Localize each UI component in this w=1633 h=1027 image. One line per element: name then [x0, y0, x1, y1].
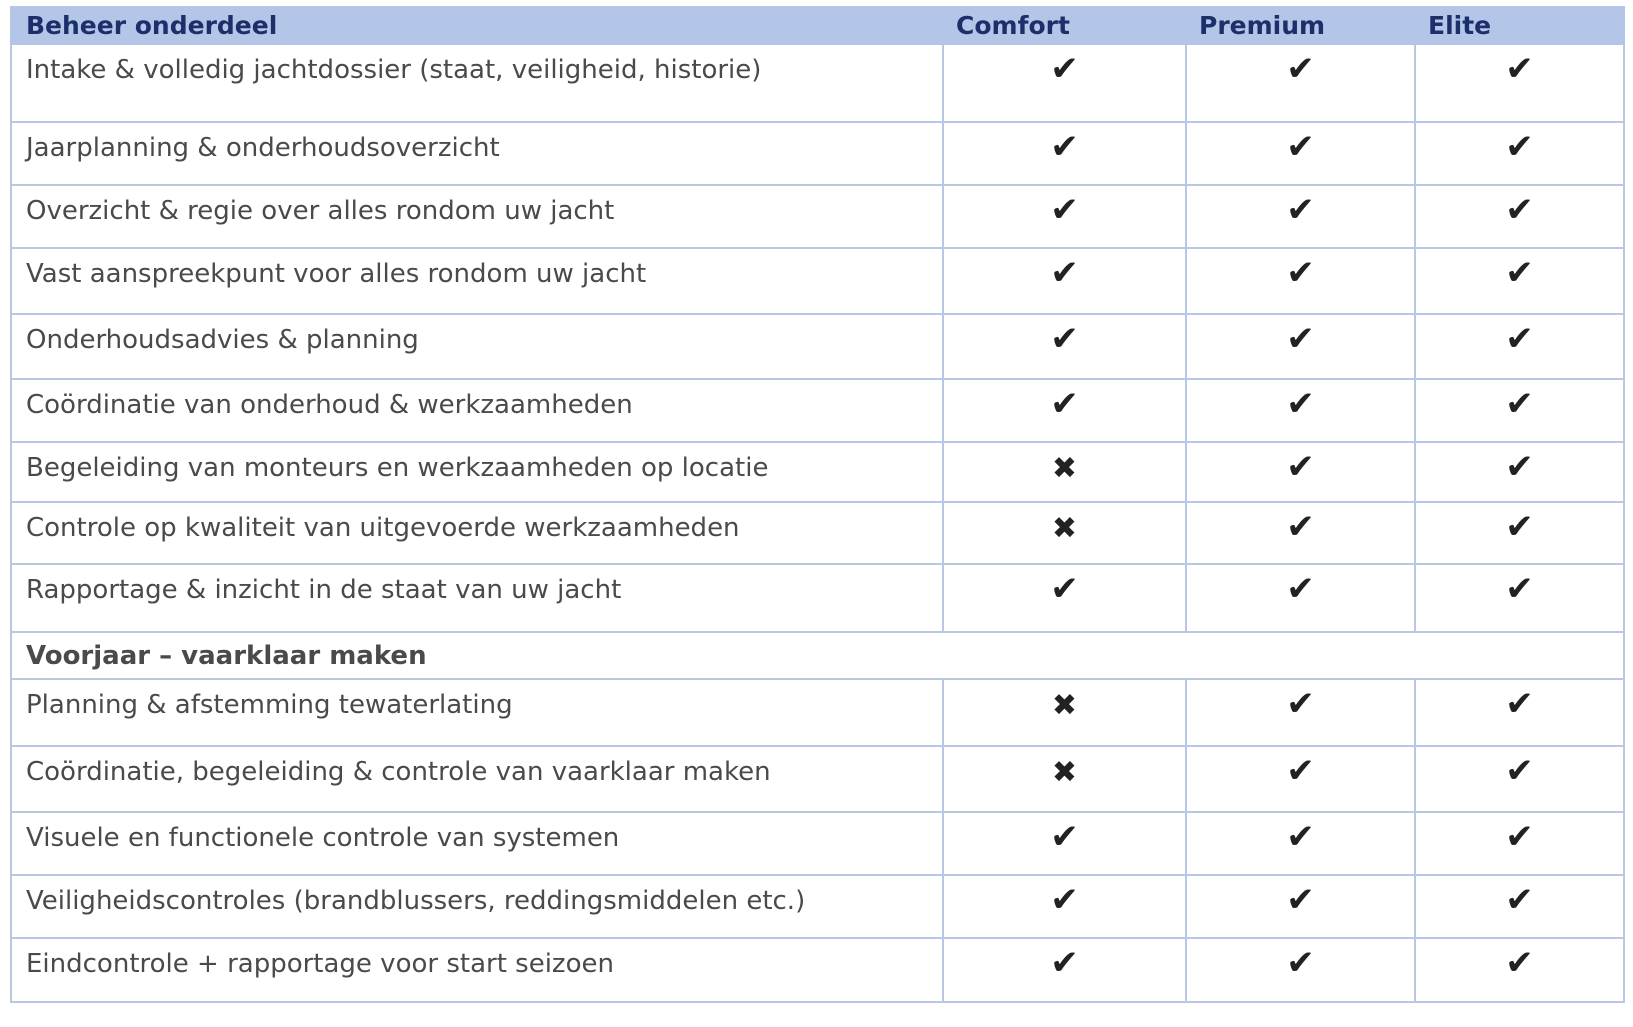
check-icon: ✔: [1286, 127, 1315, 167]
premium-cell: [1186, 502, 1415, 564]
table-row: [11, 679, 1624, 746]
header-comfort: Comfort: [943, 7, 1186, 44]
premium-cell: [1186, 746, 1415, 812]
elite-cell: [1415, 379, 1624, 442]
check-icon: ✔: [1505, 49, 1534, 89]
premium-cell: [1186, 938, 1415, 1002]
table-row: [11, 44, 1624, 122]
elite-cell: [1415, 185, 1624, 248]
check-icon: ✔: [1286, 507, 1315, 547]
check-icon: ✔: [1505, 384, 1534, 424]
table-row: [11, 502, 1624, 564]
comfort-cell: [943, 44, 1186, 122]
check-icon: ✔: [1050, 49, 1079, 89]
check-icon: ✔: [1286, 817, 1315, 857]
row-label: Planning & afstemming tewaterlating: [11, 679, 943, 746]
comfort-cell: [943, 564, 1186, 632]
comfort-cell: [943, 938, 1186, 1002]
row-label: Veiligheidscontroles (brandblussers, reddingsmiddelen etc.): [11, 875, 943, 938]
check-icon: ✔: [1505, 127, 1534, 167]
elite-cell: [1415, 679, 1624, 746]
table-row: [11, 938, 1624, 1002]
check-icon: ✔: [1050, 880, 1079, 920]
row-label: Vast aanspreekpunt voor alles rondom uw jacht: [11, 248, 943, 314]
elite-cell: [1415, 248, 1624, 314]
premium-cell: [1186, 314, 1415, 379]
premium-cell: [1186, 185, 1415, 248]
check-icon: ✔: [1050, 253, 1079, 293]
check-icon: ✔: [1286, 684, 1315, 724]
premium-cell: [1186, 122, 1415, 185]
row-label: Coördinatie van onderhoud & werkzaamheden: [11, 379, 943, 442]
elite-cell: [1415, 564, 1624, 632]
check-icon: ✔: [1505, 253, 1534, 293]
table-row: [11, 379, 1624, 442]
check-icon: ✔: [1505, 684, 1534, 724]
premium-cell: [1186, 679, 1415, 746]
header-onderdeel: Beheer onderdeel: [11, 7, 943, 44]
table-row: [11, 248, 1624, 314]
comfort-cell: [943, 122, 1186, 185]
table-row: [11, 564, 1624, 632]
check-icon: ✔: [1286, 319, 1315, 359]
premium-cell: [1186, 379, 1415, 442]
comfort-cell: [943, 185, 1186, 248]
table-row: [11, 812, 1624, 875]
comfort-cell: [943, 379, 1186, 442]
check-icon: ✔: [1505, 751, 1534, 791]
check-icon: ✔: [1505, 880, 1534, 920]
premium-cell: [1186, 442, 1415, 502]
check-icon: ✔: [1286, 751, 1315, 791]
check-icon: ✔: [1286, 253, 1315, 293]
comfort-cell: [943, 442, 1186, 502]
premium-cell: [1186, 44, 1415, 122]
check-icon: ✔: [1505, 507, 1534, 547]
header-row: [11, 7, 1624, 44]
elite-cell: [1415, 875, 1624, 938]
premium-cell: [1186, 248, 1415, 314]
check-icon: ✔: [1050, 569, 1079, 609]
check-icon: ✔: [1286, 880, 1315, 920]
table-row: [11, 122, 1624, 185]
comfort-cell: [943, 875, 1186, 938]
check-icon: ✔: [1286, 49, 1315, 89]
header-premium: Premium: [1186, 7, 1415, 44]
cross-icon: ✖: [1051, 451, 1078, 486]
header-elite: Elite: [1415, 7, 1624, 44]
row-label: Begeleiding van monteurs en werkzaamheden op locatie: [11, 442, 943, 502]
row-label: Jaarplanning & onderhoudsoverzicht: [11, 122, 943, 185]
elite-cell: [1415, 314, 1624, 379]
elite-cell: [1415, 122, 1624, 185]
elite-cell: [1415, 938, 1624, 1002]
elite-cell: [1415, 442, 1624, 502]
check-icon: ✔: [1505, 447, 1534, 487]
cross-icon: ✖: [1051, 755, 1078, 790]
comfort-cell: [943, 314, 1186, 379]
check-icon: ✔: [1286, 384, 1315, 424]
row-label: Coördinatie, begeleiding & controle van vaarklaar maken: [11, 746, 943, 812]
check-icon: ✔: [1286, 943, 1315, 983]
comfort-cell: [943, 679, 1186, 746]
check-icon: ✔: [1050, 384, 1079, 424]
comfort-cell: [943, 248, 1186, 314]
table-row: [11, 875, 1624, 938]
check-icon: ✔: [1050, 127, 1079, 167]
row-label: Rapportage & inzicht in de staat van uw jacht: [11, 564, 943, 632]
table-row: [11, 185, 1624, 248]
table-row: [11, 442, 1624, 502]
comfort-cell: [943, 502, 1186, 564]
row-label: Overzicht & regie over alles rondom uw jacht: [11, 185, 943, 248]
elite-cell: [1415, 502, 1624, 564]
comfort-cell: [943, 746, 1186, 812]
section-row: [11, 632, 1624, 679]
check-icon: ✔: [1050, 190, 1079, 230]
row-label: Intake & volledig jachtdossier (staat, veiligheid, historie): [11, 44, 943, 122]
section-title: Voorjaar – vaarklaar maken: [11, 632, 1624, 679]
table-row: [11, 314, 1624, 379]
elite-cell: [1415, 812, 1624, 875]
check-icon: ✔: [1050, 319, 1079, 359]
premium-cell: [1186, 875, 1415, 938]
row-label: Onderhoudsadvies & planning: [11, 314, 943, 379]
check-icon: ✔: [1286, 447, 1315, 487]
row-label: Visuele en functionele controle van systemen: [11, 812, 943, 875]
check-icon: ✔: [1050, 943, 1079, 983]
check-icon: ✔: [1286, 569, 1315, 609]
cross-icon: ✖: [1051, 688, 1078, 723]
cross-icon: ✖: [1051, 511, 1078, 546]
table-row: [11, 746, 1624, 812]
check-icon: ✔: [1286, 190, 1315, 230]
check-icon: ✔: [1505, 817, 1534, 857]
check-icon: ✔: [1505, 569, 1534, 609]
row-label: Eindcontrole + rapportage voor start seizoen: [11, 938, 943, 1002]
elite-cell: [1415, 44, 1624, 122]
comfort-cell: [943, 812, 1186, 875]
row-label: Controle op kwaliteit van uitgevoerde werkzaamheden: [11, 502, 943, 564]
premium-cell: [1186, 564, 1415, 632]
check-icon: ✔: [1505, 190, 1534, 230]
plans-comparison-table: [10, 6, 1625, 1003]
elite-cell: [1415, 746, 1624, 812]
check-icon: ✔: [1505, 319, 1534, 359]
premium-cell: [1186, 812, 1415, 875]
check-icon: ✔: [1050, 817, 1079, 857]
check-icon: ✔: [1505, 943, 1534, 983]
